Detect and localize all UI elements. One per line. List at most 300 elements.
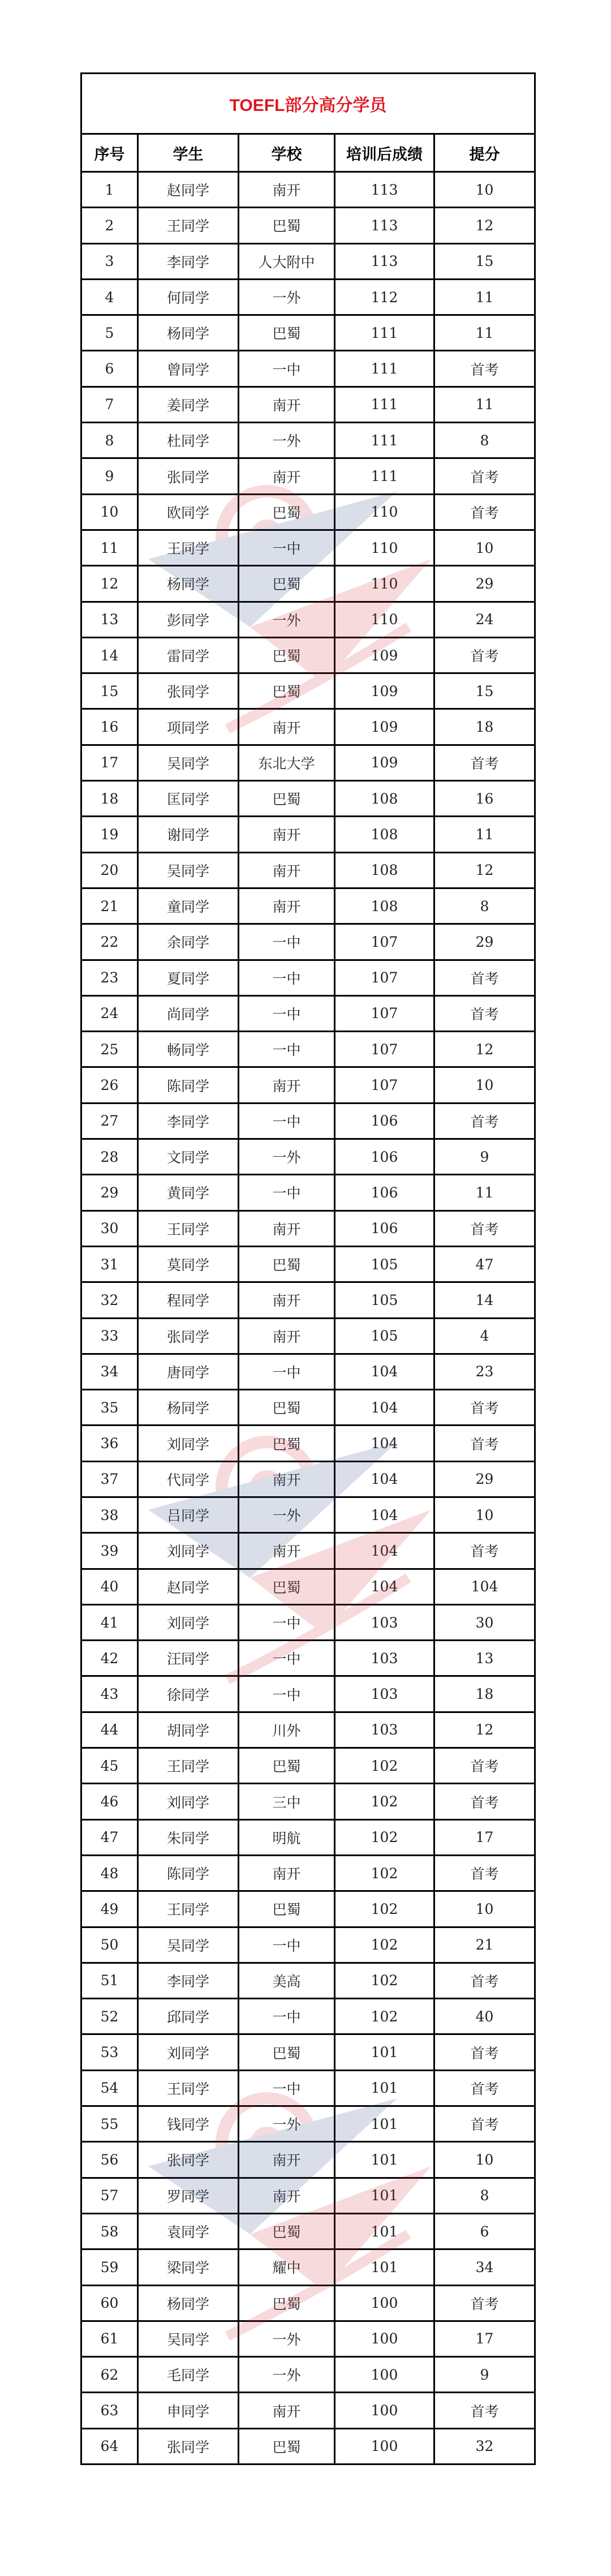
cell-student: 申同学: [138, 2393, 239, 2428]
cell-school: 巴蜀: [239, 1246, 335, 1282]
cell-score: 101: [335, 2178, 434, 2213]
table-row: [81, 423, 535, 458]
cell-number: 60: [81, 2285, 138, 2321]
cell-student: 项同学: [138, 709, 239, 745]
cell-score: 107: [335, 960, 434, 995]
cell-improvement: 首考: [434, 1426, 535, 1461]
cell-number: 26: [81, 1067, 138, 1103]
cell-score: 106: [335, 1210, 434, 1246]
cell-school: 一中: [239, 995, 335, 1031]
cell-number: 35: [81, 1390, 138, 1426]
cell-student: 赵同学: [138, 1569, 239, 1604]
cell-student: 李同学: [138, 1103, 239, 1139]
cell-student: 文同学: [138, 1139, 239, 1175]
header-number: 序号: [81, 134, 138, 172]
cell-score: 109: [335, 745, 434, 780]
table-row: [81, 2034, 535, 2070]
cell-student: 莫同学: [138, 1246, 239, 1282]
cell-score: 109: [335, 673, 434, 709]
cell-improvement: 9: [434, 1139, 535, 1175]
cell-student: 张同学: [138, 2142, 239, 2178]
table-row: [81, 315, 535, 351]
cell-number: 12: [81, 566, 138, 602]
header-student: 学生: [138, 134, 239, 172]
cell-improvement: 11: [434, 387, 535, 422]
cell-school: 一中: [239, 1641, 335, 1676]
cell-school: 一外: [239, 2106, 335, 2142]
table-row: [81, 2393, 535, 2428]
cell-student: 雷同学: [138, 637, 239, 673]
cell-improvement: 15: [434, 243, 535, 279]
table-row: [81, 1999, 535, 2034]
table-row: [81, 1604, 535, 1640]
table-row: [81, 1390, 535, 1426]
cell-school: 南开: [239, 1533, 335, 1569]
cell-score: 107: [335, 924, 434, 960]
cell-improvement: 11: [434, 279, 535, 315]
table-row: [81, 2428, 535, 2464]
cell-number: 31: [81, 1246, 138, 1282]
cell-score: 104: [335, 1497, 434, 1532]
cell-improvement: 17: [434, 1819, 535, 1855]
table-row: [81, 2213, 535, 2249]
cell-score: 101: [335, 2070, 434, 2106]
cell-school: 一中: [239, 1032, 335, 1067]
table-row: [81, 2178, 535, 2213]
cell-score: 101: [335, 2249, 434, 2285]
cell-student: 邱同学: [138, 1999, 239, 2034]
cell-number: 29: [81, 1175, 138, 1210]
cell-school: 巴蜀: [239, 208, 335, 243]
cell-number: 2: [81, 208, 138, 243]
table-row: [81, 2321, 535, 2356]
cell-improvement: 16: [434, 781, 535, 817]
cell-school: 巴蜀: [239, 1891, 335, 1927]
cell-student: 朱同学: [138, 1819, 239, 1855]
table-row: [81, 1641, 535, 1676]
cell-school: 一中: [239, 1927, 335, 1963]
cell-score: 108: [335, 852, 434, 888]
cell-improvement: 23: [434, 1354, 535, 1389]
cell-school: 南开: [239, 2142, 335, 2178]
cell-student: 欧同学: [138, 494, 239, 530]
cell-student: 杨同学: [138, 315, 239, 351]
cell-student: 何同学: [138, 279, 239, 315]
cell-number: 57: [81, 2178, 138, 2213]
cell-improvement: 18: [434, 709, 535, 745]
cell-school: 美高: [239, 1963, 335, 1998]
table-row: [81, 243, 535, 279]
cell-score: 101: [335, 2106, 434, 2142]
cell-school: 南开: [239, 458, 335, 494]
cell-improvement: 首考: [434, 2034, 535, 2070]
cell-school: 南开: [239, 172, 335, 208]
cell-score: 102: [335, 1855, 434, 1891]
cell-number: 32: [81, 1282, 138, 1318]
cell-improvement: 12: [434, 852, 535, 888]
cell-student: 张同学: [138, 2428, 239, 2464]
cell-school: 一中: [239, 2070, 335, 2106]
table-row: [81, 172, 535, 208]
cell-score: 111: [335, 351, 434, 387]
cell-school: 一外: [239, 1139, 335, 1175]
cell-student: 刘同学: [138, 1533, 239, 1569]
cell-number: 30: [81, 1210, 138, 1246]
cell-number: 6: [81, 351, 138, 387]
cell-number: 34: [81, 1354, 138, 1389]
cell-improvement: 10: [434, 530, 535, 565]
cell-score: 100: [335, 2393, 434, 2428]
cell-score: 100: [335, 2428, 434, 2464]
cell-student: 杜同学: [138, 423, 239, 458]
cell-student: 钱同学: [138, 2106, 239, 2142]
cell-student: 吴同学: [138, 2321, 239, 2356]
cell-school: 巴蜀: [239, 781, 335, 817]
cell-improvement: 首考: [434, 1533, 535, 1569]
cell-improvement: 29: [434, 1461, 535, 1497]
cell-school: 南开: [239, 2178, 335, 2213]
header-improvement: 提分: [434, 134, 535, 172]
cell-score: 110: [335, 566, 434, 602]
table-row: [81, 1855, 535, 1891]
table-body: [81, 172, 535, 2465]
cell-improvement: 首考: [434, 995, 535, 1031]
table-row: [81, 1497, 535, 1532]
cell-improvement: 14: [434, 1282, 535, 1318]
cell-score: 104: [335, 1426, 434, 1461]
cell-score: 113: [335, 172, 434, 208]
cell-number: 9: [81, 458, 138, 494]
cell-student: 张同学: [138, 673, 239, 709]
table-row: [81, 566, 535, 602]
cell-school: 巴蜀: [239, 2428, 335, 2464]
cell-improvement: 29: [434, 924, 535, 960]
cell-improvement: 17: [434, 2321, 535, 2356]
cell-number: 53: [81, 2034, 138, 2070]
cell-score: 101: [335, 2213, 434, 2249]
cell-student: 吴同学: [138, 852, 239, 888]
table-row: [81, 1103, 535, 1139]
cell-student: 赵同学: [138, 172, 239, 208]
table-row: [81, 279, 535, 315]
cell-student: 曾同学: [138, 351, 239, 387]
cell-school: 南开: [239, 1282, 335, 1318]
cell-score: 110: [335, 494, 434, 530]
cell-school: 巴蜀: [239, 1748, 335, 1784]
cell-score: 110: [335, 602, 434, 637]
cell-student: 王同学: [138, 1210, 239, 1246]
cell-school: 南开: [239, 888, 335, 924]
cell-score: 103: [335, 1604, 434, 1640]
cell-score: 109: [335, 709, 434, 745]
table-row: [81, 208, 535, 243]
cell-student: 王同学: [138, 208, 239, 243]
table-row: [81, 530, 535, 565]
cell-number: 36: [81, 1426, 138, 1461]
cell-student: 余同学: [138, 924, 239, 960]
cell-improvement: 104: [434, 1569, 535, 1604]
cell-school: 明航: [239, 1819, 335, 1855]
cell-improvement: 8: [434, 423, 535, 458]
cell-student: 李同学: [138, 243, 239, 279]
cell-score: 104: [335, 1354, 434, 1389]
cell-number: 45: [81, 1748, 138, 1784]
cell-student: 吴同学: [138, 745, 239, 780]
table-row: [81, 817, 535, 852]
cell-number: 18: [81, 781, 138, 817]
cell-number: 50: [81, 1927, 138, 1963]
cell-school: 南开: [239, 387, 335, 422]
cell-number: 49: [81, 1891, 138, 1927]
cell-school: 巴蜀: [239, 1426, 335, 1461]
cell-score: 100: [335, 2357, 434, 2393]
cell-number: 62: [81, 2357, 138, 2393]
table-row: [81, 1175, 535, 1210]
cell-improvement: 首考: [434, 1855, 535, 1891]
cell-student: 刘同学: [138, 1426, 239, 1461]
cell-score: 102: [335, 1748, 434, 1784]
cell-score: 111: [335, 423, 434, 458]
cell-score: 111: [335, 387, 434, 422]
cell-number: 16: [81, 709, 138, 745]
cell-school: 一中: [239, 924, 335, 960]
cell-number: 37: [81, 1461, 138, 1497]
cell-score: 104: [335, 1569, 434, 1604]
cell-number: 39: [81, 1533, 138, 1569]
cell-student: 尚同学: [138, 995, 239, 1031]
cell-student: 王同学: [138, 2070, 239, 2106]
cell-score: 104: [335, 1533, 434, 1569]
table-row: [81, 1569, 535, 1604]
cell-number: 33: [81, 1318, 138, 1354]
cell-number: 38: [81, 1497, 138, 1532]
cell-improvement: 29: [434, 566, 535, 602]
cell-score: 106: [335, 1175, 434, 1210]
cell-score: 103: [335, 1641, 434, 1676]
cell-score: 103: [335, 1712, 434, 1748]
cell-school: 一中: [239, 351, 335, 387]
cell-improvement: 30: [434, 1604, 535, 1640]
table-row: [81, 2285, 535, 2321]
cell-improvement: 首考: [434, 960, 535, 995]
table-row: [81, 2070, 535, 2106]
table-row: [81, 1246, 535, 1282]
cell-score: 105: [335, 1318, 434, 1354]
cell-number: 8: [81, 423, 138, 458]
cell-improvement: 首考: [434, 1103, 535, 1139]
cell-school: 南开: [239, 1318, 335, 1354]
cell-student: 徐同学: [138, 1676, 239, 1712]
cell-school: 南开: [239, 709, 335, 745]
cell-school: 耀中: [239, 2249, 335, 2285]
cell-school: 巴蜀: [239, 637, 335, 673]
cell-score: 102: [335, 1784, 434, 1819]
cell-student: 童同学: [138, 888, 239, 924]
table-row: [81, 960, 535, 995]
cell-school: 巴蜀: [239, 1390, 335, 1426]
table-row: [81, 458, 535, 494]
cell-school: 川外: [239, 1712, 335, 1748]
cell-school: 南开: [239, 817, 335, 852]
cell-number: 15: [81, 673, 138, 709]
cell-improvement: 11: [434, 1175, 535, 1210]
cell-score: 105: [335, 1282, 434, 1318]
cell-number: 22: [81, 924, 138, 960]
cell-score: 107: [335, 1032, 434, 1067]
cell-school: 一外: [239, 423, 335, 458]
cell-improvement: 首考: [434, 494, 535, 530]
cell-improvement: 首考: [434, 1784, 535, 1819]
table-row: [81, 1318, 535, 1354]
cell-student: 李同学: [138, 1963, 239, 1998]
table-row: [81, 1067, 535, 1103]
table-row: [81, 1210, 535, 1246]
table-row: [81, 2249, 535, 2285]
cell-number: 48: [81, 1855, 138, 1891]
table-row: [81, 2106, 535, 2142]
cell-score: 104: [335, 1390, 434, 1426]
table-row: [81, 1426, 535, 1461]
cell-score: 106: [335, 1103, 434, 1139]
table-row: [81, 1891, 535, 1927]
table-row: [81, 1282, 535, 1318]
table-row: [81, 1032, 535, 1067]
cell-student: 陈同学: [138, 1855, 239, 1891]
cell-improvement: 12: [434, 1032, 535, 1067]
cell-improvement: 首考: [434, 637, 535, 673]
cell-improvement: 40: [434, 1999, 535, 2034]
cell-school: 巴蜀: [239, 2034, 335, 2070]
table-row: [81, 1139, 535, 1175]
cell-score: 108: [335, 888, 434, 924]
cell-number: 63: [81, 2393, 138, 2428]
cell-student: 程同学: [138, 1282, 239, 1318]
table-row: [81, 745, 535, 780]
cell-school: 巴蜀: [239, 673, 335, 709]
cell-improvement: 10: [434, 1891, 535, 1927]
cell-number: 1: [81, 172, 138, 208]
cell-student: 刘同学: [138, 1604, 239, 1640]
header-school: 学校: [239, 134, 335, 172]
table-row: [81, 1461, 535, 1497]
table-row: [81, 1784, 535, 1819]
table-row: [81, 1354, 535, 1389]
high-score-table: [80, 72, 536, 2465]
cell-number: 19: [81, 817, 138, 852]
table-row: [81, 1927, 535, 1963]
cell-student: 匡同学: [138, 781, 239, 817]
cell-school: 一中: [239, 1175, 335, 1210]
cell-student: 代同学: [138, 1461, 239, 1497]
table-row: [81, 387, 535, 422]
title-row: [81, 74, 535, 134]
cell-number: 56: [81, 2142, 138, 2178]
cell-student: 王同学: [138, 530, 239, 565]
cell-student: 胡同学: [138, 1712, 239, 1748]
cell-improvement: 10: [434, 2142, 535, 2178]
cell-school: 一外: [239, 279, 335, 315]
cell-school: 一中: [239, 1103, 335, 1139]
cell-school: 一中: [239, 1999, 335, 2034]
cell-student: 杨同学: [138, 566, 239, 602]
cell-improvement: 12: [434, 208, 535, 243]
cell-improvement: 6: [434, 2213, 535, 2249]
table-row: [81, 924, 535, 960]
cell-improvement: 4: [434, 1318, 535, 1354]
cell-improvement: 8: [434, 2178, 535, 2213]
cell-number: 55: [81, 2106, 138, 2142]
cell-number: 13: [81, 602, 138, 637]
cell-school: 南开: [239, 1067, 335, 1103]
cell-improvement: 8: [434, 888, 535, 924]
cell-number: 47: [81, 1819, 138, 1855]
cell-number: 27: [81, 1103, 138, 1139]
cell-school: 一中: [239, 960, 335, 995]
cell-improvement: 首考: [434, 1210, 535, 1246]
cell-student: 谢同学: [138, 817, 239, 852]
cell-score: 113: [335, 208, 434, 243]
cell-school: 巴蜀: [239, 494, 335, 530]
cell-number: 10: [81, 494, 138, 530]
cell-number: 24: [81, 995, 138, 1031]
cell-school: 三中: [239, 1784, 335, 1819]
cell-number: 52: [81, 1999, 138, 2034]
cell-school: 东北大学: [239, 745, 335, 780]
cell-number: 43: [81, 1676, 138, 1712]
cell-improvement: 21: [434, 1927, 535, 1963]
table-row: [81, 995, 535, 1031]
cell-student: 梁同学: [138, 2249, 239, 2285]
cell-school: 一中: [239, 1604, 335, 1640]
table-row: [81, 673, 535, 709]
cell-student: 夏同学: [138, 960, 239, 995]
cell-student: 吴同学: [138, 1927, 239, 1963]
cell-score: 102: [335, 1999, 434, 2034]
cell-student: 张同学: [138, 1318, 239, 1354]
cell-student: 吕同学: [138, 1497, 239, 1532]
cell-improvement: 10: [434, 172, 535, 208]
cell-score: 100: [335, 2285, 434, 2321]
cell-number: 61: [81, 2321, 138, 2356]
cell-student: 彭同学: [138, 602, 239, 637]
table-row: [81, 1676, 535, 1712]
table-row: [81, 781, 535, 817]
cell-score: 102: [335, 1927, 434, 1963]
table-row: [81, 1819, 535, 1855]
cell-improvement: 首考: [434, 2106, 535, 2142]
cell-student: 袁同学: [138, 2213, 239, 2249]
cell-number: 21: [81, 888, 138, 924]
cell-score: 102: [335, 1963, 434, 1998]
table-row: [81, 602, 535, 637]
cell-score: 112: [335, 279, 434, 315]
cell-student: 张同学: [138, 458, 239, 494]
cell-school: 巴蜀: [239, 315, 335, 351]
cell-improvement: 34: [434, 2249, 535, 2285]
cell-improvement: 首考: [434, 1390, 535, 1426]
cell-improvement: 10: [434, 1067, 535, 1103]
header-row: [81, 134, 535, 172]
cell-score: 101: [335, 2034, 434, 2070]
table-row: [81, 494, 535, 530]
cell-score: 113: [335, 243, 434, 279]
cell-school: 南开: [239, 1855, 335, 1891]
cell-improvement: 首考: [434, 2393, 535, 2428]
cell-number: 40: [81, 1569, 138, 1604]
cell-number: 46: [81, 1784, 138, 1819]
cell-improvement: 12: [434, 1712, 535, 1748]
table-row: [81, 637, 535, 673]
